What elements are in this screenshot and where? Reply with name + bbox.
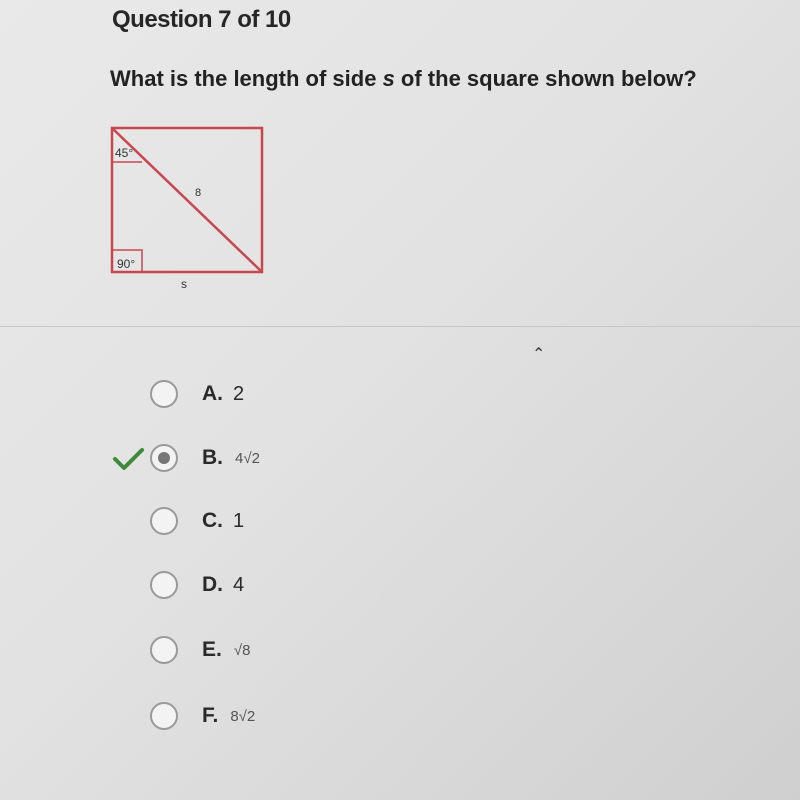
option-c[interactable] xyxy=(150,505,244,537)
option-value: 1 xyxy=(233,509,245,532)
radio-button[interactable] xyxy=(150,380,178,408)
checkmark-icon xyxy=(112,446,146,474)
question-counter: Question 7 of 10 xyxy=(112,6,291,33)
option-value: 4√2 xyxy=(235,449,260,467)
radio-button[interactable] xyxy=(150,507,178,535)
option-letter: D. xyxy=(202,573,223,596)
option-value: √8 xyxy=(233,641,251,659)
option-letter: B. xyxy=(202,446,223,469)
prompt-text-before: What is the length of side xyxy=(110,66,383,91)
option-letter: F. xyxy=(202,704,219,727)
prompt-variable: s xyxy=(382,66,395,91)
option-value: 8√2 xyxy=(230,707,256,725)
option-value: 2 xyxy=(233,382,245,405)
option-f[interactable] xyxy=(150,700,255,732)
cursor-icon: ⌃ xyxy=(532,346,546,363)
radio-button[interactable] xyxy=(150,702,178,730)
option-letter: A. xyxy=(202,382,223,405)
option-d[interactable] xyxy=(150,569,244,601)
prompt-text-after: of the square shown below? xyxy=(394,66,697,91)
angle-label-bottom: 90° xyxy=(117,257,136,271)
radio-button[interactable] xyxy=(150,571,178,599)
question-prompt xyxy=(110,66,697,92)
option-e[interactable] xyxy=(150,634,250,666)
radio-button-selected[interactable] xyxy=(150,444,178,472)
option-letter: E. xyxy=(202,638,222,661)
option-b[interactable] xyxy=(150,442,260,474)
section-divider xyxy=(0,326,800,327)
option-value: 4 xyxy=(233,573,245,596)
hypotenuse-label: 8 xyxy=(195,187,202,199)
angle-label-top: 45° xyxy=(115,146,134,160)
radio-button[interactable] xyxy=(150,636,178,664)
option-letter: C. xyxy=(202,509,223,532)
option-a[interactable] xyxy=(150,378,244,410)
side-label: s xyxy=(181,277,187,291)
square-diagram xyxy=(108,124,278,294)
